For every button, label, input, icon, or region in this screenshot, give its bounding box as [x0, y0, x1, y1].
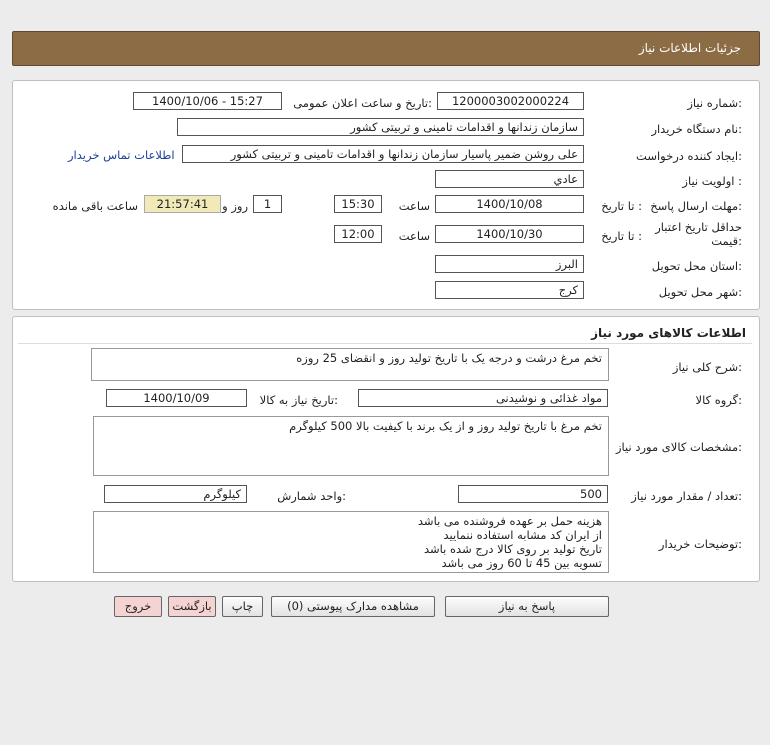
- unit-field: کیلوگرم: [104, 485, 247, 503]
- view-attachments-button[interactable]: مشاهده مدارک پیوستی (0): [271, 596, 435, 617]
- goods-group-field: مواد غذائی و نوشیدنی: [358, 389, 608, 407]
- requester-field: علی روشن ضمیر پاسیار سازمان زندانها و اقدامات تامینی و تربیتی کشور: [182, 145, 584, 163]
- buyer-org-field: سازمان زندانها و اقدامات تامینی و تربیتی کشور: [177, 118, 584, 136]
- announce-datetime-field: 1400/10/06 - 15:27: [133, 92, 282, 110]
- days-label: روز و: [222, 199, 248, 213]
- print-button[interactable]: چاپ: [222, 596, 263, 617]
- deadline-time-field: 15:30: [334, 195, 382, 213]
- announce-datetime-label: تاریخ و ساعت اعلان عمومی:: [293, 96, 432, 110]
- days-remaining-field: 1: [253, 195, 282, 213]
- back-button[interactable]: بازگشت: [168, 596, 216, 617]
- deadline-time-label: ساعت: [398, 199, 430, 213]
- deadline-date-field: 1400/10/08: [435, 195, 584, 213]
- reply-button[interactable]: پاسخ به نیاز: [445, 596, 609, 617]
- need-date-label: تاریخ نیاز به کالا:: [259, 393, 338, 407]
- need-date-field: 1400/10/09: [106, 389, 247, 407]
- specs-field: تخم مرغ با تاریخ تولید روز و از یک برند با کیفیت بالا 500 کیلوگرم: [93, 416, 609, 476]
- page-title: جزئیات اطلاعات نیاز: [638, 41, 741, 55]
- buyer-notes-field: هزینه حمل بر عهده فروشنده می باشد از ایران کد مشابه استفاده ننمایید تاریخ تولید بر روی کالا درج شده باشد تسویه بین 45 تا 60 روز می باشد: [93, 511, 609, 573]
- validity-time-field: 12:00: [334, 225, 382, 243]
- buyer-org-label: نام دستگاه خریدار:: [651, 122, 742, 136]
- goods-section-divider: [18, 343, 752, 344]
- specs-label: مشخصات کالای مورد نیاز:: [615, 440, 742, 454]
- quantity-field: 500: [458, 485, 608, 503]
- goods-section-title: اطلاعات کالاهای مورد نیاز: [591, 326, 746, 340]
- province-field: البرز: [435, 255, 584, 273]
- time-remaining-label: ساعت باقی مانده: [52, 199, 138, 213]
- time-remaining-field: 21:57:41: [144, 195, 221, 213]
- priority-field: عادي: [435, 170, 584, 188]
- city-field: کرج: [435, 281, 584, 299]
- deadline-label: مهلت ارسال پاسخ:: [650, 199, 742, 213]
- goods-group-label: گروه کالا:: [695, 393, 742, 407]
- requester-label: ایجاد کننده درخواست:: [636, 149, 742, 163]
- price-validity-label: [655, 220, 742, 248]
- quantity-label: تعداد / مقدار مورد نیاز:: [631, 489, 742, 503]
- validity-time-label: ساعت: [398, 229, 430, 243]
- need-number-label: شماره نیاز:: [687, 96, 742, 110]
- validity-date-field: 1400/10/30: [435, 225, 584, 243]
- buyer-notes-label: توضیحات خریدار:: [658, 537, 742, 551]
- price-validity-label-line2: قیمت:: [711, 234, 742, 248]
- need-info-panel: [12, 80, 760, 310]
- buyer-contact-link[interactable]: اطلاعات تماس خریدار: [68, 148, 175, 162]
- deadline-to-date-label: تا تاریخ :: [601, 199, 642, 213]
- exit-button[interactable]: خروج: [114, 596, 162, 617]
- page-header: [12, 31, 760, 66]
- price-validity-label-line1: حداقل تاریخ اعتبار: [655, 220, 742, 234]
- unit-label: واحد شمارش:: [277, 489, 346, 503]
- province-label: استان محل تحویل:: [651, 259, 742, 273]
- summary-field: تخم مرغ درشت و درجه یک با تاریخ تولید روز و انقضای 25 روزه: [91, 348, 609, 381]
- city-label: شهر محل تحویل:: [658, 285, 742, 299]
- summary-label: شرح کلی نیاز:: [672, 360, 742, 374]
- priority-label: اولویت نیاز :: [682, 174, 742, 188]
- validity-to-date-label: تا تاریخ :: [601, 229, 642, 243]
- need-number-field: 1200003002000224: [437, 92, 584, 110]
